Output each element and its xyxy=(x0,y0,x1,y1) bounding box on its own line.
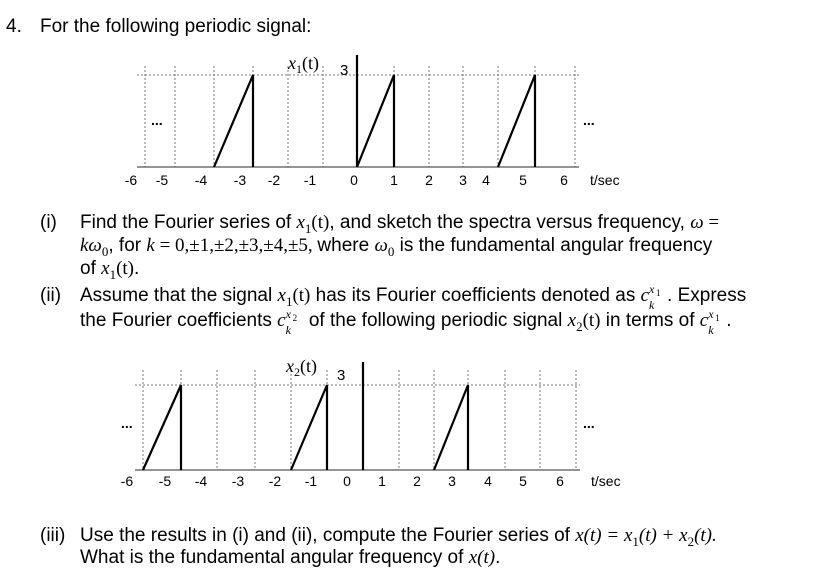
tick-label: 3 xyxy=(459,172,467,188)
tick-label: 6 xyxy=(560,172,568,188)
tick-label: -4 xyxy=(194,473,208,489)
ellipsis-left: ... xyxy=(151,112,163,128)
signal-label: $x_1(t)$ xyxy=(288,53,319,76)
tick-label: -5 xyxy=(158,473,172,489)
part-i-line-2: $k\omega_0$, for k = 0,±1,±2,±3,±4,±5, where $\omega_0$ is the fundamental angular frequency xyxy=(80,235,713,259)
tick-label: 2 xyxy=(425,172,433,188)
question-number: 4. xyxy=(6,16,22,37)
sawtooth-ramp xyxy=(498,75,535,167)
tick-label: 3 xyxy=(448,473,456,489)
sawtooth-ramp xyxy=(214,75,253,167)
part-iii-line-1: Use the results in (i) and (ii), compute the Fourier series of $x(t) = x_1(t) + x_2(t)$. xyxy=(80,525,717,549)
ellipsis-right: ... xyxy=(583,415,595,431)
part-i-line-3: of $x_1(t)$. xyxy=(80,258,140,282)
tick-label: -3 xyxy=(233,172,247,188)
part-i-label: (i) xyxy=(40,212,57,233)
sawtooth-ramp xyxy=(291,385,327,470)
axis-unit-label: t/sec xyxy=(590,172,620,188)
tick-label: -3 xyxy=(231,473,245,489)
tick-label: 0 xyxy=(350,172,358,188)
ellipsis-right: ... xyxy=(583,112,595,128)
signal-label: $x_2(t)$ xyxy=(286,356,317,379)
peak-value-label: 3 xyxy=(340,62,349,79)
tick-label: -2 xyxy=(267,172,281,188)
sawtooth-ramp xyxy=(143,385,181,470)
part-ii-line-1: Assume that the signal $x_1(t)$ has its Fourier coefficients denoted as c x 1 k . Express xyxy=(80,282,747,312)
tick-label: 5 xyxy=(519,473,527,489)
tick-label: -6 xyxy=(124,172,138,188)
axis-unit-label: t/sec xyxy=(591,473,621,489)
tick-label: 1 xyxy=(378,473,386,489)
tick-label: 4 xyxy=(484,473,492,489)
part-iii-label: (iii) xyxy=(40,525,66,546)
sawtooth-ramp xyxy=(357,75,394,167)
tick-label: 2 xyxy=(413,473,421,489)
tick-label: 1 xyxy=(390,172,398,188)
tick-label: -1 xyxy=(304,473,318,489)
question-intro: For the following periodic signal: xyxy=(40,16,312,37)
tick-label: -2 xyxy=(268,473,282,489)
tick-label: 6 xyxy=(556,473,564,489)
ellipsis-left: ... xyxy=(121,415,133,431)
part-i-line-1: Find the Fourier series of $x_1(t)$, and sketch the spectra versus frequency, ω = xyxy=(80,212,720,236)
tick-label: 4 xyxy=(482,172,490,188)
part-iii-line-2: What is the fundamental angular frequency of x(t). xyxy=(80,547,501,568)
tick-label: -1 xyxy=(303,172,317,188)
tick-label: 5 xyxy=(519,172,527,188)
part-ii-line-2: the Fourier coefficients c x 2 k of the following periodic signal $x_2(t)$ in terms of c x 1 k . xyxy=(80,307,732,337)
peak-value-label: 3 xyxy=(337,367,346,384)
tick-label: -5 xyxy=(155,172,169,188)
tick-label: -4 xyxy=(194,172,208,188)
part-ii-label: (ii) xyxy=(40,285,62,306)
sawtooth-ramp xyxy=(434,385,468,470)
tick-label: 0 xyxy=(343,473,351,489)
tick-label: -6 xyxy=(120,473,134,489)
